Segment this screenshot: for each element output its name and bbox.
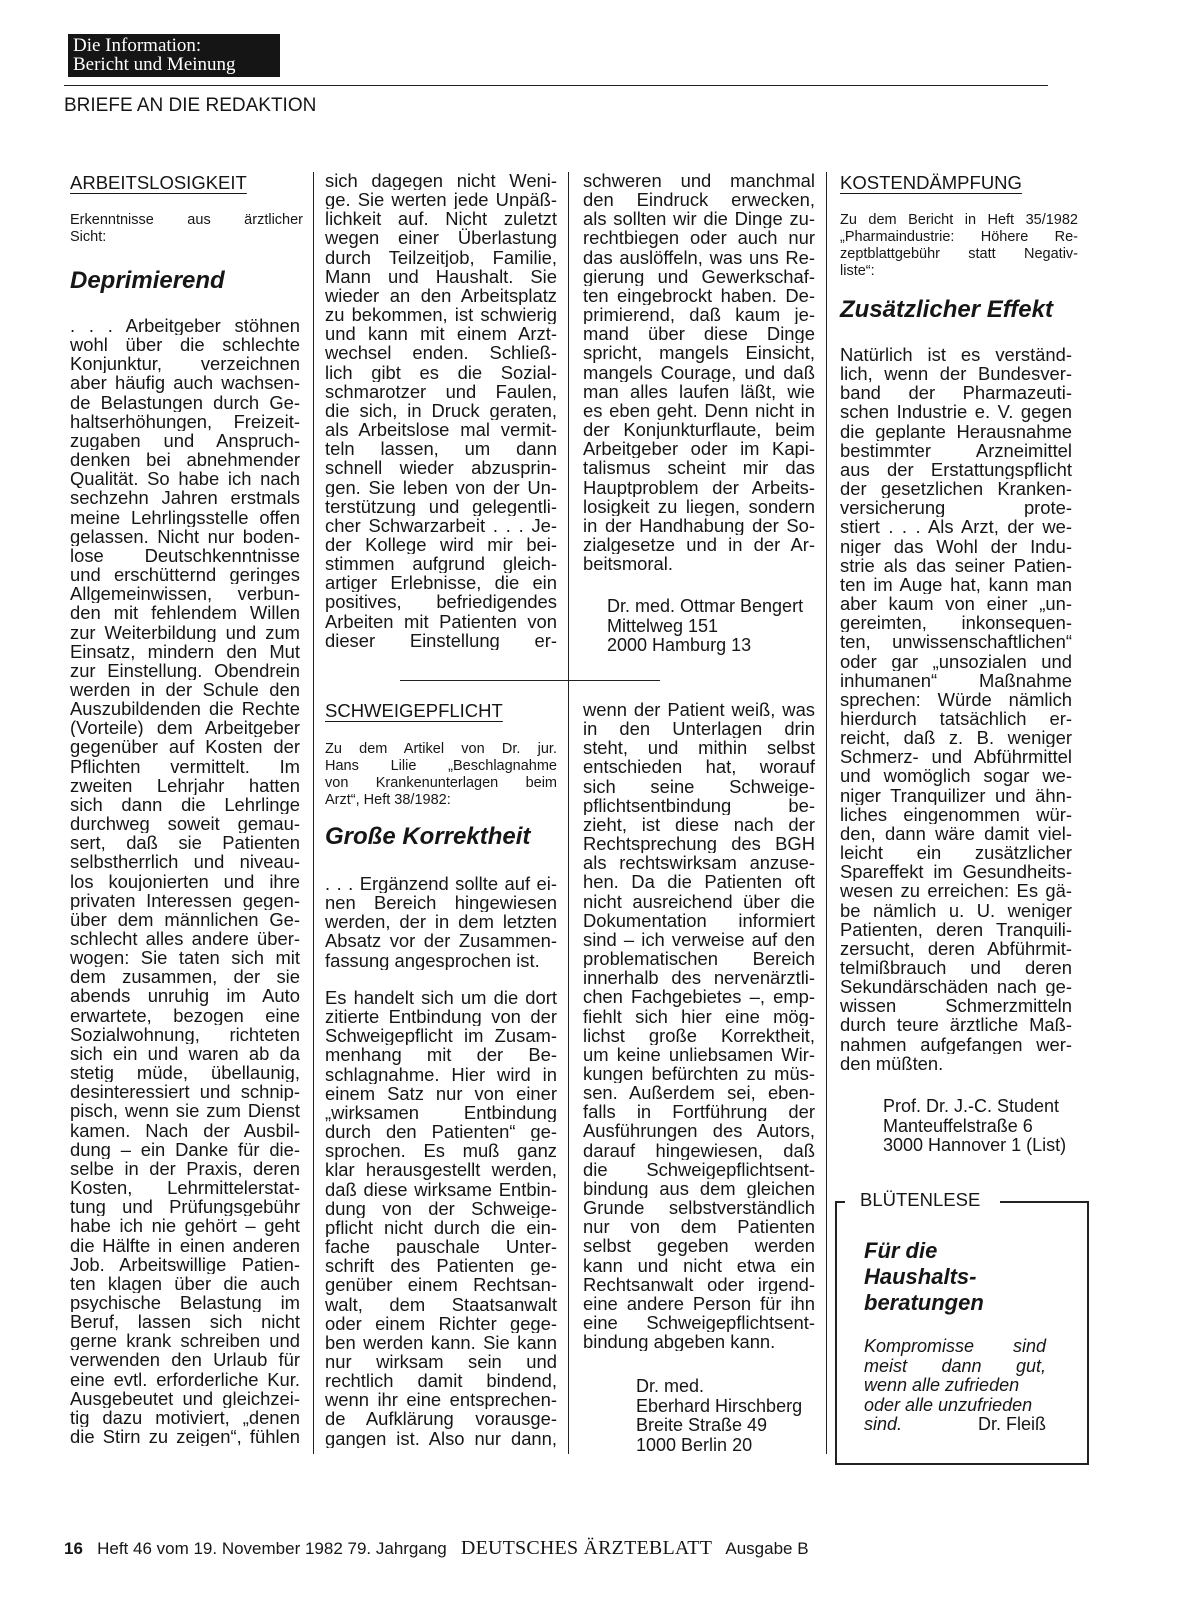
article-body-column [583, 700, 815, 1351]
body-line: stimmen aufgrund gleich- [325, 554, 557, 574]
body-line: sprochen. Es muß ganz [325, 1141, 557, 1161]
body-line: kamen. Nach der Ausbil- [70, 1120, 300, 1140]
body-line: wohl über die schlechte [70, 335, 300, 355]
body-line: erwartete, bezogen eine [70, 1005, 300, 1025]
body-line: niger das Wohl der Indu- [840, 536, 1072, 556]
body-line: die sich, in Druck geraten, [325, 400, 557, 421]
body-line: reicht, daß z. B. weniger [840, 728, 1072, 748]
body-line: abends unruhig im Auto [70, 986, 300, 1006]
body-line: ten klagen über die auch [70, 1273, 300, 1293]
signature-line: Dr. med. Ottmar Bengert [607, 596, 804, 616]
body-line: psychische Belastung im [70, 1292, 300, 1313]
body-line: fiehlt sich hier eine mög- [583, 1006, 815, 1026]
body-line: (Vorteile) dem Arbeitgeber [70, 718, 300, 738]
body-line: kungen befürchten zu müs- [583, 1063, 815, 1084]
signature [883, 1097, 1066, 1156]
body-line: rechtlich damit bindend, [325, 1371, 557, 1391]
body-line: pflicht nicht durch die ein- [325, 1217, 557, 1238]
body-line: lich, wenn der Bundesver- [840, 364, 1072, 384]
body-line: eine Schweigepflichtsent- [583, 1313, 815, 1333]
body-line: tung und Prüfungsgebühr [70, 1197, 300, 1217]
body-line: dem zusammen, der sie [70, 967, 300, 987]
body-line: werden in der Schule den [70, 679, 300, 700]
body-line: zur Weiterbildung und zum [70, 622, 300, 642]
article-body-column [325, 988, 557, 1448]
body-line: spricht, mangels Einsicht, [583, 343, 815, 363]
body-line: pisch, wenn sie zum Dienst [70, 1101, 300, 1121]
lede-line: liste“: [840, 263, 875, 279]
body-line: bindung aus dem gleichen [583, 1178, 815, 1199]
body-line: sich ein und waren ab da [70, 1043, 300, 1064]
magazine-name: DEUTSCHES ÄRZTEBLATT [460, 1537, 713, 1559]
body-line: durch teure ärztliche Maß- [840, 1015, 1072, 1035]
body-line: meine Lehrlingsstelle offen [70, 507, 300, 527]
body-line: talismus scheint mir das [583, 458, 815, 478]
body-line: den müßten. [840, 1053, 944, 1073]
body-line: Qualität. So habe ich nach [70, 469, 300, 489]
body-line: Natürlich ist es verständ- [840, 345, 1072, 365]
body-line: inhumanen“ Maßnahme [840, 670, 1072, 690]
body-line: bindung abgeben kann. [583, 1332, 776, 1352]
body-line: den Eindruck erwecken, [583, 190, 815, 210]
body-line: strie als das seiner Patien- [840, 555, 1072, 575]
body-line: dieser Einstellung er- [325, 630, 557, 650]
lede-line: Zu dem Artikel von Dr. jur. [325, 741, 557, 757]
body-line: band der Pharmazeuti- [840, 383, 1072, 403]
body-line: wissen Schmerzmitteln [840, 996, 1072, 1016]
article-title: Große Korrektheit [325, 823, 531, 850]
body-line: einem Satz nur von einer [325, 1083, 557, 1103]
body-line: „wirksamen Entbindung [325, 1102, 557, 1123]
body-line: leicht ein zusätzlicher [840, 843, 1072, 863]
body-line: wenn ihr eine entsprechen- [325, 1390, 557, 1410]
signature [607, 597, 803, 656]
body-line: gereimten, inkonsequen- [840, 613, 1072, 633]
bluetenlese-line: sind. [864, 1414, 903, 1434]
body-line: mangels Courage, und daß [583, 362, 815, 382]
body-line: kann und nicht etwa ein [583, 1255, 815, 1275]
body-line: sich dagegen nicht Weni- [325, 171, 557, 191]
body-line: beitsmoral. [583, 554, 673, 574]
body-line: Sozialwohnung, richteten [70, 1024, 300, 1044]
body-line: tig dazu motiviert, „denen [70, 1407, 300, 1428]
article-separator [400, 680, 660, 681]
bluetenlese-line: oder alle unzufrieden [864, 1394, 1033, 1415]
body-line: und erschütternd geringes [70, 565, 300, 585]
body-line: be nämlich u. U. weniger [840, 900, 1072, 920]
body-line: desinteressiert und schnip- [70, 1082, 300, 1102]
signature-line: Prof. Dr. J.-C. Student [883, 1096, 1060, 1116]
page-number: 16 [64, 1539, 83, 1558]
body-line: Hauptproblem der Arbeits- [583, 477, 815, 497]
rubric-arbeitslosigkeit: ARBEITSLOSIGKEIT [70, 172, 247, 193]
body-line: Ausführungen des Autors, [583, 1121, 815, 1141]
body-line: Kosten, Lehrmittelerstat- [70, 1178, 300, 1198]
body-line: Dokumentation informiert [583, 910, 815, 930]
body-line: fache pauschale Unter- [325, 1237, 557, 1257]
body-line: ten eingebrockt haben. De- [583, 285, 815, 306]
body-line: in der Handhabung der So- [583, 515, 815, 535]
article-body-column [583, 171, 815, 573]
body-line: habe ich nie gehört – geht [70, 1216, 300, 1236]
lede-line: Arzt“, Heft 38/1982: [325, 792, 451, 808]
body-line: durch Teilzeitjob, Familie, [325, 247, 557, 267]
body-line: als sollten wir die Dinge zu- [583, 209, 815, 229]
signature-line: 1000 Berlin 20 [636, 1434, 753, 1455]
department-label-line2: Bericht und Meinung [73, 54, 236, 75]
signature [636, 1377, 802, 1455]
body-line: zu bekommen, ist schwierig [325, 305, 557, 325]
body-line: und womöglich sogar we- [840, 766, 1072, 786]
body-line: hen. Da die Patienten oft [583, 872, 815, 892]
body-line: privaten Interessen gegen- [70, 890, 300, 910]
body-line: als Arbeitslose mal vermit- [325, 420, 557, 440]
body-line: über dem männlichen Ge- [70, 909, 300, 929]
lede-line: Zu dem Bericht in Heft 35/1982 [840, 212, 1078, 228]
signature-line: Eberhard Hirschberg [636, 1395, 803, 1416]
body-line: zitierte Entbindung von der [325, 1007, 557, 1027]
body-line: falls in Fortführung der [583, 1102, 815, 1122]
body-line: wieder an den Arbeitsplatz [325, 285, 557, 306]
article-lede [840, 212, 1078, 280]
body-line: gierung und Gewerkschaf- [583, 266, 815, 286]
bluetenlese-line: meist dann gut, [864, 1355, 1046, 1376]
body-line: schweren und manchmal [583, 171, 815, 191]
body-line: Rechtsanwalt oder irgend- [583, 1274, 815, 1294]
body-line: daß diese wirksame Entbin- [325, 1179, 557, 1199]
body-line: Mann und Haushalt. Sie [325, 266, 557, 286]
body-line: hierdurch tatsächlich er- [840, 708, 1072, 729]
signature-line: Dr. med. [636, 1376, 705, 1396]
signature-line: Breite Straße 49 [636, 1415, 768, 1435]
body-line: nahmen aufgefangen wer- [840, 1034, 1072, 1054]
bluetenlese-title [864, 1238, 984, 1316]
box-top-rule [1000, 1201, 1089, 1203]
body-line: genüber einem Rechtsan- [325, 1275, 557, 1295]
column-rule [568, 172, 569, 1454]
body-line: lichkeit auf. Nicht zuletzt [325, 209, 557, 229]
body-line: primierend, daß kaum je- [583, 305, 815, 325]
body-line: liches eingenommen wür- [840, 804, 1072, 824]
body-line: Absatz vor der Zusammen- [325, 931, 557, 951]
body-line: selbstherrlich und niveau- [70, 852, 300, 872]
body-line: schmarotzer und Faulen, [325, 381, 557, 401]
body-line: die Hälfte in einen anderen [70, 1235, 300, 1255]
body-line: man alles laufen läßt, wie [583, 381, 815, 401]
body-line: Arbeiten mit Patienten von [325, 611, 557, 631]
article-title: Zusätzlicher Effekt [840, 296, 1053, 323]
body-line: oder einem Richter gege- [325, 1313, 557, 1333]
bluetenlese-line: wenn alle zufrieden [864, 1375, 1020, 1395]
body-line: schrift des Patienten ge- [325, 1256, 557, 1276]
body-line: versicherung prote- [840, 498, 1072, 518]
body-line: es eben geht. Denn nicht in [583, 400, 815, 421]
body-line: Patienten, deren Tranquili- [840, 919, 1072, 939]
body-line: den, dann wäre damit viel- [840, 823, 1072, 844]
body-line: zweiten Lehrjahr hatten [70, 775, 300, 795]
body-line: gerne krank schreiben und [70, 1331, 300, 1351]
body-line: ben werden kann. Sie kann [325, 1332, 557, 1352]
article-lede [70, 212, 303, 246]
body-line: verwenden den Urlaub für [70, 1350, 300, 1370]
body-line: Beruf, lassen sich nicht [70, 1312, 300, 1332]
body-line: de Belastungen durch Ge- [70, 392, 300, 412]
body-line: stiert . . . Als Arzt, der we- [840, 517, 1072, 537]
article-body-column [70, 316, 300, 1446]
rubric-kostendaempfung: KOSTENDÄMPFUNG [840, 172, 1022, 193]
body-line: teln lassen, um dann [325, 439, 557, 459]
body-line: schlagnahme. Hier wird in [325, 1064, 557, 1084]
body-line: sind – ich verweise auf den [583, 929, 815, 950]
page-footer [64, 1536, 809, 1561]
lede-line: „Pharmaindustrie: Höhere Re- [840, 229, 1078, 245]
article-body-column [325, 874, 557, 970]
body-line: terstützung und gelegentli- [325, 496, 557, 516]
body-line: bestimmter Arzneimittel [840, 440, 1072, 460]
body-line: wenn der Patient weiß, was [583, 700, 815, 720]
signature-line: 2000 Hamburg 13 [607, 635, 752, 655]
body-line: . . . Ergänzend sollte auf ei- [325, 874, 557, 894]
body-line: los koujonierten und ihre [70, 871, 300, 891]
body-line: selbe in der Praxis, deren [70, 1158, 300, 1179]
body-line: Arbeitgeber oder im Kapi- [583, 439, 815, 459]
body-line: . . . Arbeitgeber stöhnen [70, 316, 300, 336]
body-line: selbst gegeben werden [583, 1236, 815, 1256]
body-line: Sekundärschäden nach ge- [840, 977, 1072, 997]
body-line: Konjunktur, verzeichnen [70, 354, 300, 374]
lede-line: zeptblattgebühr statt Negativ- [840, 246, 1078, 262]
edition: Ausgabe B [725, 1539, 809, 1558]
body-line: Job. Arbeitswillige Patien- [70, 1254, 300, 1274]
body-line: die Schweigepflichtsent- [583, 1159, 815, 1179]
bluetenlese-last-line [864, 1415, 1046, 1435]
body-line: aber häufig auch wachsen- [70, 373, 300, 393]
body-line: zur Einstellung. Obendrein [70, 660, 300, 680]
body-line: Auszubildenden die Rechte [70, 699, 300, 719]
body-line: das auslöffeln, was uns Re- [583, 247, 815, 267]
body-line: ge. Sie werten jede Unpäß- [325, 190, 557, 210]
body-line: durch den Patienten“ ge- [325, 1122, 557, 1142]
body-line: ten, unwissenschaftlichen“ [840, 632, 1072, 652]
body-line: Grunde selbstverständlich [583, 1198, 815, 1218]
body-line: werden, der in dem letzten [325, 912, 557, 932]
department-label [68, 34, 280, 77]
bluetenlese-line: Kompromisse sind [864, 1336, 1046, 1356]
body-line: die Stirn zu zeigen“, fühlen [70, 1427, 300, 1447]
body-line: oder gar „unsozialen und [840, 651, 1072, 671]
body-line: innerhalb des nervenärztli- [583, 968, 815, 988]
issue-info: Heft 46 vom 19. November 1982 79. Jahrgang [97, 1539, 447, 1558]
body-line: wogen: Sie taten sich mit [70, 948, 300, 968]
lede-line: Sicht: [70, 229, 107, 245]
body-line: ten im Auge hat, kann man [840, 574, 1072, 595]
body-line: um keine unliebsamen Wir- [583, 1044, 815, 1064]
body-line: gegenüber auf Kosten der [70, 737, 300, 757]
signature-line: Mittelweg 151 [607, 615, 719, 636]
body-line: telmißbrauch und deren [840, 958, 1072, 978]
body-line: der gesetzlichen Kranken- [840, 479, 1072, 499]
body-line: gen. Sie leben von der Un- [325, 477, 557, 497]
body-line: schlecht alles andere über- [70, 929, 300, 949]
body-line: eine evtl. erforderliche Kur. [70, 1369, 300, 1389]
body-line: sechzehn Jahren erstmals [70, 488, 300, 508]
body-line: Pflichten vermittelt. Im [70, 756, 300, 776]
body-line: lich gibt es die Sozial- [325, 362, 557, 382]
lede-line: Erkenntnisse aus ärztlicher [70, 212, 303, 228]
body-line: sen. Außerdem sei, eben- [583, 1083, 815, 1103]
body-line: problematischen Bereich [583, 949, 815, 969]
body-line: und kann mit einem Arzt- [325, 324, 557, 344]
body-line: fassung angesprochen ist. [325, 950, 540, 970]
body-line: nicht ausreichend über die [583, 891, 815, 911]
body-line: menhang mit der Be- [325, 1045, 557, 1065]
body-line: sich dann die Lehrlinge [70, 794, 300, 815]
body-line: sich seine Schweige- [583, 776, 815, 796]
body-line: zugaben und Anspruch- [70, 430, 300, 451]
body-line: in den Unterlagen drin [583, 719, 815, 739]
body-line: durchweg soweit gemau- [70, 814, 300, 834]
body-line: entschieden hat, worauf [583, 757, 815, 777]
body-line: positives, befriedigendes [325, 592, 557, 612]
article-body-column [840, 345, 1072, 1073]
body-line: zieht, ist diese nach der [583, 814, 815, 835]
body-line: pflichtsentbindung be- [583, 795, 815, 815]
body-line: gangen ist. Also nur dann, [325, 1428, 557, 1448]
body-line: gelassen. Nicht nur boden- [70, 526, 300, 546]
body-line: sert, daß sie Patienten [70, 833, 300, 853]
body-line: Einsatz, mindern den Mut [70, 641, 300, 661]
body-line: aus der Erstattungspflicht [840, 459, 1072, 480]
body-line: aber kaum von einer „un- [840, 594, 1072, 614]
body-line: Allgemeinwissen, verbun- [70, 584, 300, 604]
body-line: dung – ein Danke für die- [70, 1139, 300, 1159]
body-line: Schweigepflicht im Zusam- [325, 1026, 557, 1046]
body-line: die geplante Herausnahme [840, 421, 1072, 441]
box-top-rule [835, 1201, 845, 1203]
column-rule [826, 172, 827, 1454]
rubric-schweigepflicht: SCHWEIGEPFLICHT [325, 700, 503, 721]
section-title: BRIEFE AN DIE REDAKTION [64, 95, 317, 116]
article-body-column [325, 171, 557, 650]
body-line: denken bei abnehmender [70, 450, 300, 470]
body-line: den mit fehlendem Willen [70, 603, 300, 623]
article-title: Deprimierend [70, 267, 225, 294]
body-line: mand über diese Dinge [583, 324, 815, 344]
lede-line: Hans Lilie „Beschlagnahme [325, 758, 557, 774]
header-rule [64, 85, 1048, 86]
body-line: lose Deutschkenntnisse [70, 545, 300, 566]
body-line: zialgesetze und in der Ar- [583, 534, 815, 555]
body-line: cher Schwarzarbeit . . . Je- [325, 515, 557, 535]
lede-line: von Krankenunterlagen beim [325, 775, 557, 791]
body-line: stetig müde, übellaunig, [70, 1063, 300, 1083]
body-line: eine andere Person für ihn [583, 1293, 815, 1313]
body-line: nen Bereich hingewiesen [325, 893, 557, 913]
body-line: zersucht, deren Abführmit- [840, 938, 1072, 958]
body-line: steht, und mithin selbst [583, 738, 815, 758]
body-line: rechtbiegen oder auch nur [583, 228, 815, 248]
body-line: losigkeit zu liegen, sondern [583, 496, 815, 516]
body-line: nur von dem Patienten [583, 1217, 815, 1237]
bluetenlese-title-line: beratungen [864, 1290, 984, 1315]
bluetenlese-title-line: Haushalts- [864, 1264, 977, 1289]
body-line: nur wirksam sein und [325, 1351, 557, 1372]
bluetenlese-author: Dr. Fleiß [977, 1414, 1046, 1434]
body-line: Es handelt sich um die dort [325, 988, 557, 1008]
body-line: Rechtsprechung des BGH [583, 834, 815, 854]
body-line: wesen zu erreichen: Es gä- [840, 881, 1072, 901]
body-line: schnell wieder abzusprin- [325, 458, 557, 478]
body-line: schen Industrie e. V. gegen [840, 402, 1072, 422]
body-line: als rechtswirksam anzuse- [583, 853, 815, 873]
signature-line: 3000 Hannover 1 (List) [883, 1135, 1067, 1155]
signature-line: Manteuffelstraße 6 [883, 1115, 1033, 1136]
body-line: Ausgebeutet und gleichzei- [70, 1388, 300, 1408]
bluetenlese-label: BLÜTENLESE [860, 1189, 981, 1210]
body-line: darauf hingewiesen, daß [583, 1140, 815, 1160]
body-line: wegen einer Überlastung [325, 228, 557, 248]
bluetenlese-body [864, 1337, 1046, 1435]
body-line: chen Fachgebietes –, emp- [583, 987, 815, 1007]
body-line: walt, dem Staatsanwalt [325, 1294, 557, 1314]
body-line: der Konjunkturflaute, beim [583, 420, 815, 440]
body-line: haltserhöhungen, Freizeit- [70, 411, 300, 431]
body-line: Schmerz- und Abführmittel [840, 747, 1072, 767]
body-line: lichst große Korrektheit, [583, 1025, 815, 1045]
body-line: klar herausgestellt werden, [325, 1160, 557, 1180]
body-line: Spareffekt im Gesundheits- [840, 862, 1072, 882]
body-line: de Aufklärung vorausge- [325, 1409, 557, 1429]
bluetenlese-title-line: Für die [864, 1238, 938, 1263]
department-label-line1: Die Information: [73, 35, 202, 56]
body-line: wechsel enden. Schließ- [325, 343, 557, 363]
body-line: niger Tranquilizer und ähn- [840, 785, 1072, 805]
body-line: der Kollege wird mir bei- [325, 534, 557, 555]
body-line: sprechen: Würde nämlich [840, 689, 1072, 709]
body-line: dung von der Schweige- [325, 1198, 557, 1218]
article-lede [325, 741, 557, 809]
body-line: artiger Erlebnisse, die ein [325, 573, 557, 593]
column-rule [313, 172, 314, 1454]
